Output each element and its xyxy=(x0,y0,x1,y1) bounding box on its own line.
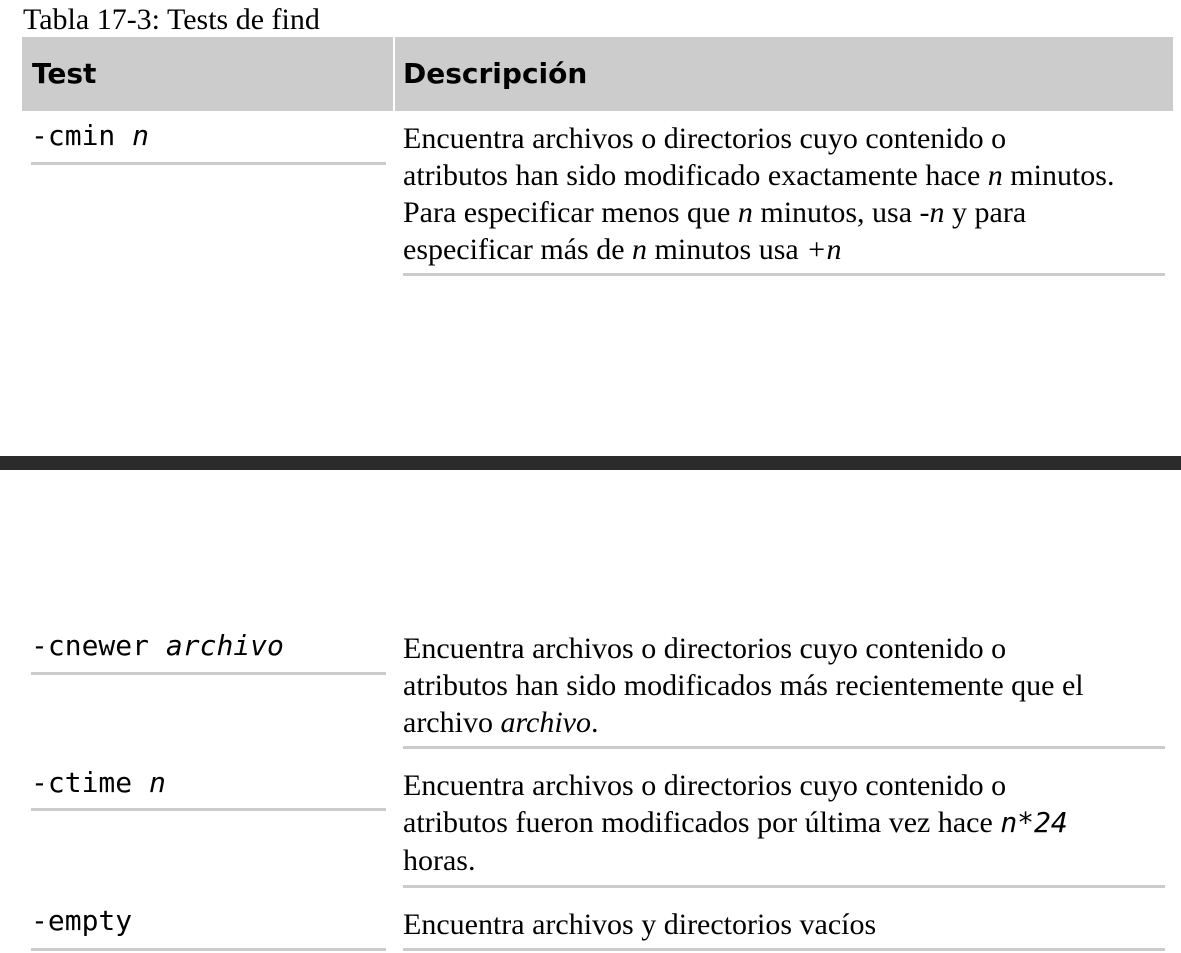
test-cell-empty xyxy=(31,904,386,938)
description-cell-empty xyxy=(403,906,1173,943)
test-cell-cmin xyxy=(31,119,386,153)
row-divider xyxy=(31,162,386,165)
description-line: Encuentra archivos o directorios cuyo contenido o xyxy=(403,769,1007,802)
header-divider xyxy=(393,37,395,111)
test-argument: n xyxy=(149,766,166,799)
description-cell-cnewer xyxy=(403,630,1173,741)
row-divider xyxy=(403,885,1165,888)
test-command: -cmin xyxy=(31,119,116,152)
test-cell-cnewer xyxy=(31,629,386,663)
description-line: especificar más de n minutos usa +n xyxy=(403,233,842,266)
page-break-bar xyxy=(0,456,1181,470)
row-divider xyxy=(403,746,1165,749)
description-line: atributos han sido modificado exactamente hace n minutos. xyxy=(403,159,1115,192)
description-line: atributos fueron modificados por última vez hace n*24 xyxy=(403,806,1068,839)
row-divider xyxy=(403,948,1165,951)
table-caption: Tabla 17-3: Tests de find xyxy=(23,3,320,36)
description-line: archivo archivo. xyxy=(403,706,599,739)
table-header xyxy=(22,37,1173,111)
test-command: -ctime xyxy=(31,766,133,799)
test-argument: n xyxy=(132,119,150,152)
test-command: -cnewer xyxy=(31,629,150,662)
row-divider xyxy=(31,808,386,811)
row-divider xyxy=(403,273,1165,276)
test-command: -empty xyxy=(31,904,133,937)
test-cell-ctime xyxy=(31,766,386,800)
test-argument: archivo xyxy=(165,629,284,662)
description-line: Para especificar menos que n minutos, usa -n y para xyxy=(403,196,1027,229)
row-divider xyxy=(31,672,386,675)
description-line: Encuentra archivos o directorios cuyo contenido o xyxy=(403,122,1007,155)
description-line: Encuentra archivos y directorios vacíos xyxy=(403,908,877,941)
description-line: Encuentra archivos o directorios cuyo contenido o xyxy=(403,632,1007,665)
row-divider xyxy=(31,948,386,951)
column-header-description: Descripción xyxy=(403,57,588,90)
column-header-test: Test xyxy=(32,57,97,90)
description-cell-ctime xyxy=(403,767,1173,879)
description-line: horas. xyxy=(403,844,476,877)
description-cell-cmin xyxy=(403,120,1173,268)
description-line: atributos han sido modificados más recientemente que el xyxy=(403,669,1084,702)
